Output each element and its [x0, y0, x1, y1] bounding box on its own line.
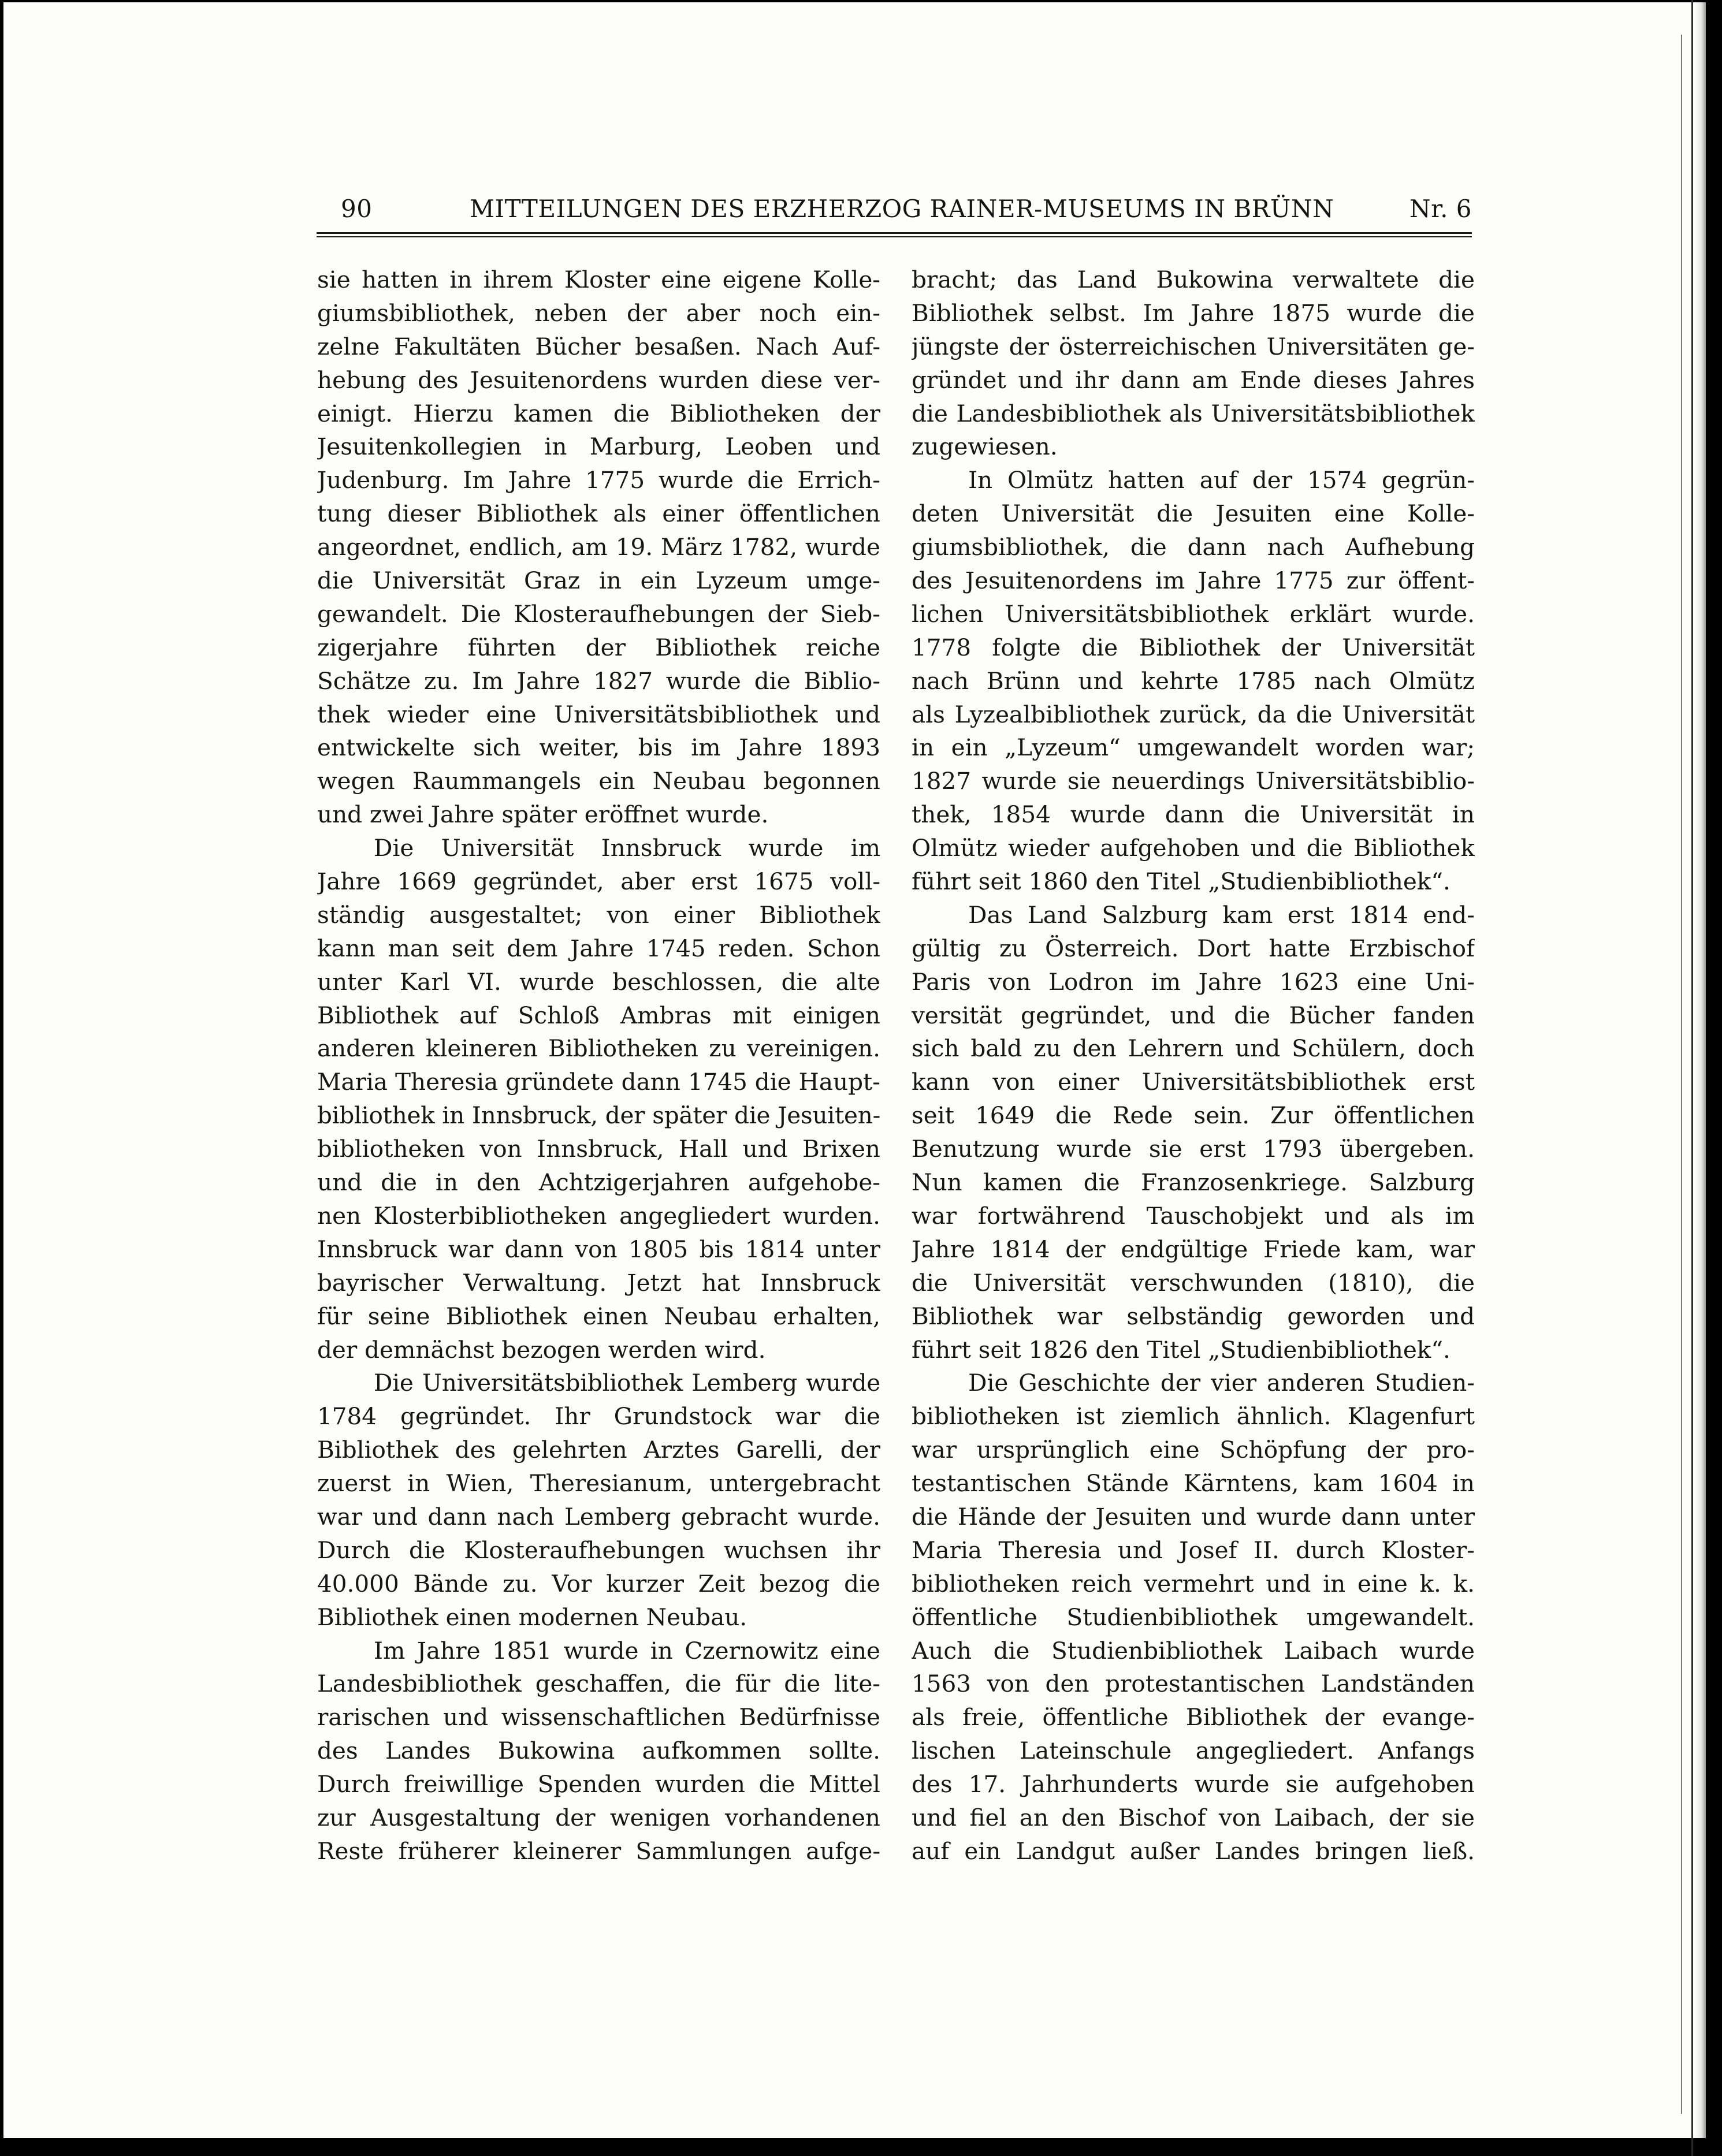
- text-line: zugewiesen.: [912, 433, 1058, 461]
- text-line: lichen Universitätsbibliothek erklärt wurde.: [912, 599, 1475, 628]
- text-line: die Universität verschwunden (1810), die: [912, 1268, 1475, 1297]
- text-line: bibliotheken ist ziemlich ähnlich. Klagenfurt: [912, 1402, 1475, 1431]
- text-line: gründet und ihr dann am Ende dieses Jahres: [912, 366, 1475, 394]
- text-line: Bibliothek war selbständig geworden und: [912, 1302, 1475, 1330]
- text-line: 1778 folgte die Bibliothek der Universität: [912, 633, 1475, 661]
- text-line: Die Universität Innsbruck wurde im: [374, 834, 880, 862]
- text-line: kann von einer Universitätsbibliothek erst: [912, 1068, 1475, 1096]
- text-line: in ein „Lyzeum“ umgewandelt worden war;: [912, 733, 1475, 762]
- text-line: Reste früherer kleinerer Sammlungen aufge-: [317, 1837, 880, 1865]
- text-line: thek, 1854 wurde dann die Universität in: [912, 800, 1475, 829]
- text-line: Maria Theresia und Josef II. durch Kloster-: [912, 1536, 1475, 1564]
- text-line: Schätze zu. Im Jahre 1827 wurde die Biblio-: [317, 666, 880, 695]
- text-line: Durch die Klosteraufhebungen wuchsen ihr: [317, 1536, 880, 1564]
- text-line: war fortwährend Tauschobjekt und als im: [912, 1201, 1475, 1230]
- text-line: war ursprünglich eine Schöpfung der pro-: [912, 1436, 1475, 1464]
- text-line: Das Land Salzburg kam erst 1814 end-: [968, 900, 1475, 929]
- text-line: Im Jahre 1851 wurde in Czernowitz eine: [374, 1636, 880, 1665]
- text-line: auf ein Landgut außer Landes bringen ließ.: [912, 1837, 1475, 1865]
- text-line: Bibliothek selbst. Im Jahre 1875 wurde die: [912, 299, 1475, 327]
- text-line: lischen Lateinschule angegliedert. Anfangs: [912, 1737, 1475, 1765]
- journal-title: MITTEILUNGEN DES ERZHERZOG RAINER-MUSEUMS IN BRÜNN: [470, 195, 1334, 223]
- text-line: Paris von Lodron im Jahre 1623 eine Uni-: [912, 967, 1475, 996]
- text-line: und zwei Jahre später eröffnet wurde.: [317, 800, 769, 829]
- text-line: In Olmütz hatten auf der 1574 gegrün-: [968, 466, 1475, 494]
- text-line: ständig ausgestaltet; von einer Bibliothek: [317, 900, 880, 929]
- text-line: Jesuitenkollegien in Marburg, Leoben und: [317, 433, 880, 461]
- text-line: unter Karl VI. wurde beschlossen, die alte: [317, 967, 880, 996]
- text-line: angeordnet, endlich, am 19. März 1782, wurde: [317, 533, 880, 561]
- text-line: als Lyzealbibliothek zurück, da die Universität: [912, 700, 1475, 728]
- text-line: kann man seit dem Jahre 1745 reden. Schon: [317, 934, 880, 962]
- text-line: Jahre 1814 der endgültige Friede kam, war: [912, 1235, 1475, 1263]
- text-line: die Hände der Jesuiten und wurde dann unter: [912, 1502, 1475, 1531]
- text-line: versität gegründet, und die Bücher fanden: [912, 1001, 1475, 1029]
- text-line: bibliotheken von Innsbruck, Hall und Brixen: [317, 1135, 880, 1163]
- text-line: rarischen und wissenschaftlichen Bedürfnisse: [317, 1703, 880, 1731]
- text-line: Auch die Studienbibliothek Laibach wurde: [912, 1636, 1475, 1665]
- text-line: der demnächst bezogen werden wird.: [317, 1335, 766, 1364]
- text-line: bayrischer Verwaltung. Jetzt hat Innsbruck: [317, 1268, 880, 1297]
- text-line: sie hatten in ihrem Kloster eine eigene Kolle-: [317, 266, 880, 293]
- text-line: Bibliothek einen modernen Neubau.: [317, 1603, 747, 1631]
- text-line: als freie, öffentliche Bibliothek der evange-: [912, 1703, 1475, 1731]
- header-rule-second: [317, 236, 1472, 237]
- left-column: [317, 263, 880, 1868]
- text-line: des Jesuitenordens im Jahre 1775 zur öffent-: [912, 567, 1475, 595]
- text-line: seit 1649 die Rede sein. Zur öffentlichen: [912, 1101, 1475, 1130]
- text-line: zelne Fakultäten Bücher besaßen. Nach Auf-: [317, 332, 880, 360]
- text-line: 1827 wurde sie neuerdings Universitätsbiblio-: [912, 767, 1475, 795]
- text-line: bibliothek in Innsbruck, der später die Jesuiten-: [317, 1101, 880, 1130]
- text-line: Maria Theresia gründete dann 1745 die Haupt-: [317, 1068, 880, 1096]
- scan-edge-line-inner: [1681, 35, 1682, 2114]
- text-line: Bibliothek auf Schloß Ambras mit einigen: [317, 1001, 880, 1029]
- text-line: und fiel an den Bischof von Laibach, der sie: [912, 1803, 1475, 1831]
- text-line: entwickelte sich weiter, bis im Jahre 1893: [317, 733, 880, 762]
- text-line: tung dieser Bibliothek als einer öffentlichen: [317, 500, 880, 528]
- text-line: Judenburg. Im Jahre 1775 wurde die Errich-: [317, 466, 880, 494]
- text-line: gewandelt. Die Klosteraufhebungen der Sieb-: [317, 599, 880, 628]
- text-line: 40.000 Bände zu. Vor kurzer Zeit bezog die: [317, 1569, 880, 1598]
- text-line: thek wieder eine Universitätsbibliothek und: [317, 700, 880, 728]
- right-column: [912, 263, 1475, 1868]
- text-line: die Landesbibliothek als Universitätsbibliothek: [912, 399, 1475, 427]
- text-line: führt seit 1860 den Titel „Studienbibliothek“.: [912, 867, 1451, 896]
- text-line: wegen Raummangels ein Neubau begonnen: [317, 767, 880, 795]
- text-line: einigt. Hierzu kamen die Bibliotheken der: [317, 399, 880, 427]
- text-line: war und dann nach Lemberg gebracht wurde.: [317, 1502, 880, 1531]
- text-line: Die Geschichte der vier anderen Studien-: [968, 1369, 1475, 1397]
- text-line: gültig zu Österreich. Dort hatte Erzbischof: [912, 934, 1475, 962]
- text-line: sich bald zu den Lehrern und Schülern, doch: [912, 1034, 1475, 1063]
- text-line: giumsbibliothek, die dann nach Aufhebung: [912, 533, 1475, 561]
- text-line: hebung des Jesuitenordens wurden diese ver-: [317, 366, 880, 394]
- text-line: nen Klosterbibliotheken angegliedert wurden.: [317, 1201, 880, 1230]
- text-line: zigerjahre führten der Bibliothek reiche: [317, 633, 880, 661]
- text-line: anderen kleineren Bibliotheken zu vereinigen.: [317, 1034, 880, 1063]
- text-line: Die Universitätsbibliothek Lemberg wurde: [374, 1369, 880, 1397]
- running-head: [317, 195, 1472, 235]
- text-line: 1784 gegründet. Ihr Grundstock war die: [317, 1402, 880, 1431]
- text-line: Benutzung wurde sie erst 1793 übergeben.: [912, 1135, 1475, 1163]
- text-line: des 17. Jahrhunderts wurde sie aufgehoben: [912, 1770, 1475, 1798]
- text-line: Durch freiwillige Spenden wurden die Mittel: [317, 1770, 880, 1798]
- text-line: Jahre 1669 gegründet, aber erst 1675 voll-: [317, 867, 880, 896]
- text-line: jüngste der österreichischen Universitäten ge-: [912, 332, 1475, 360]
- text-line: giumsbibliothek, neben der aber noch ein-: [317, 299, 880, 327]
- text-line: zuerst in Wien, Theresianum, untergebracht: [317, 1469, 880, 1498]
- text-line: zur Ausgestaltung der wenigen vorhandenen: [317, 1803, 880, 1831]
- text-line: 1563 von den protestantischen Landständen: [912, 1670, 1475, 1698]
- page-edge-shadow: [1695, 2, 1706, 2138]
- text-line: Olmütz wieder aufgehoben und die Bibliothek: [912, 834, 1475, 862]
- header-rule: [317, 232, 1472, 234]
- text-line: Nun kamen die Franzosenkriege. Salzburg: [912, 1168, 1475, 1197]
- text-line: deten Universität die Jesuiten eine Kolle-: [912, 500, 1475, 528]
- page-number: 90: [341, 195, 373, 223]
- text-line: für seine Bibliothek einen Neubau erhalten,: [317, 1302, 880, 1330]
- text-line: testantischen Stände Kärntens, kam 1604 in: [912, 1469, 1475, 1498]
- text-line: des Landes Bukowina aufkommen sollte.: [317, 1737, 880, 1765]
- text-line: Innsbruck war dann von 1805 bis 1814 unter: [317, 1235, 880, 1263]
- text-line: Bibliothek des gelehrten Arztes Garelli, der: [317, 1436, 880, 1464]
- text-line: führt seit 1826 den Titel „Studienbibliothek“.: [912, 1335, 1451, 1364]
- text-line: nach Brünn und kehrte 1785 nach Olmütz: [912, 666, 1475, 695]
- text-line: die Universität Graz in ein Lyzeum umge-: [317, 567, 880, 595]
- text-line: öffentliche Studienbibliothek umgewandelt.: [912, 1603, 1475, 1631]
- text-line: Landesbibliothek geschaffen, die für die lite-: [317, 1670, 880, 1698]
- text-line: und die in den Achtzigerjahren aufgehobe-: [317, 1168, 880, 1197]
- scan-edge-line: [1691, 0, 1693, 2156]
- text-line: bibliotheken reich vermehrt und in eine k. k.: [912, 1569, 1475, 1598]
- text-line: bracht; das Land Bukowina verwaltete die: [912, 266, 1475, 293]
- issue-number: Nr. 6: [1409, 195, 1472, 223]
